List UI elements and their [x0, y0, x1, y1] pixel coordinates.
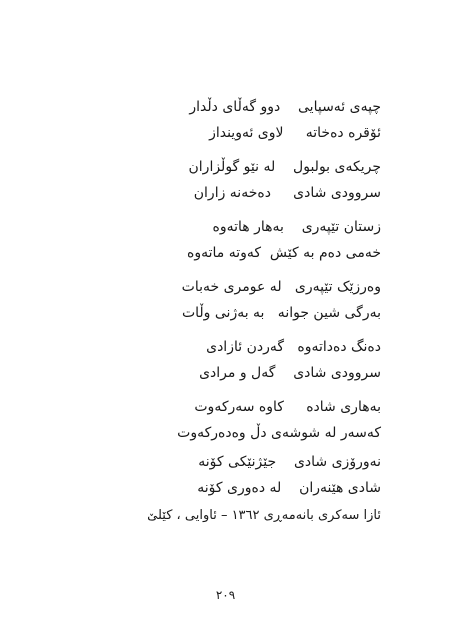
verse-line: شادی هێنەران لە دەوری کۆنە — [197, 480, 381, 496]
poem-signature: ئازا سەکری بانەمەڕی ١٣٦٢ – ئاوایی ، کێلێ — [147, 508, 381, 523]
stanza-5 — [40, 334, 381, 386]
verse-line: ئۆقرە دەخاتە لاوی ئەوینداز — [209, 125, 381, 141]
verse-line: زستان تێپەری بەهار هاتەوە — [212, 219, 381, 235]
stanza-3 — [40, 214, 381, 266]
stanza-2 — [40, 154, 381, 206]
verse-line: کەسەر لە شوشەی دڵ وەدەرکەوت — [177, 425, 381, 441]
verse-line: چپەی ئەسپایی دوو گەڵای دڵدار — [189, 99, 381, 115]
verse-line: نەورۆزی شادی جێژنێکی کۆنە — [198, 454, 381, 470]
verse-line: سروودی شادی دەخەنە زاران — [193, 185, 381, 201]
verse-line: بەرگی شین جوانە بە بەژنی وڵات — [181, 305, 381, 321]
stanza-6 — [40, 394, 381, 446]
stanza-4 — [40, 274, 381, 326]
verse-line: چریکەی بولبول لە نێو گوڵزاران — [188, 159, 381, 175]
page-number: ٢٠٩ — [215, 588, 236, 602]
verse-line: بەهاری شادە کاوە سەرکەوت — [194, 399, 381, 415]
verse-line: سروودی شادی گەل و مرادی — [199, 365, 381, 381]
stanza-1 — [40, 94, 381, 146]
stanza-7 — [40, 449, 381, 501]
verse-line: وەرزێک تێپەری لە عومری خەبات — [181, 279, 381, 295]
verse-line: دەنگ دەداتەوە گەردن ئازادی — [206, 339, 381, 355]
verse-line: خەمی دەم بە کێش کەوتە ماتەوە — [186, 245, 381, 261]
